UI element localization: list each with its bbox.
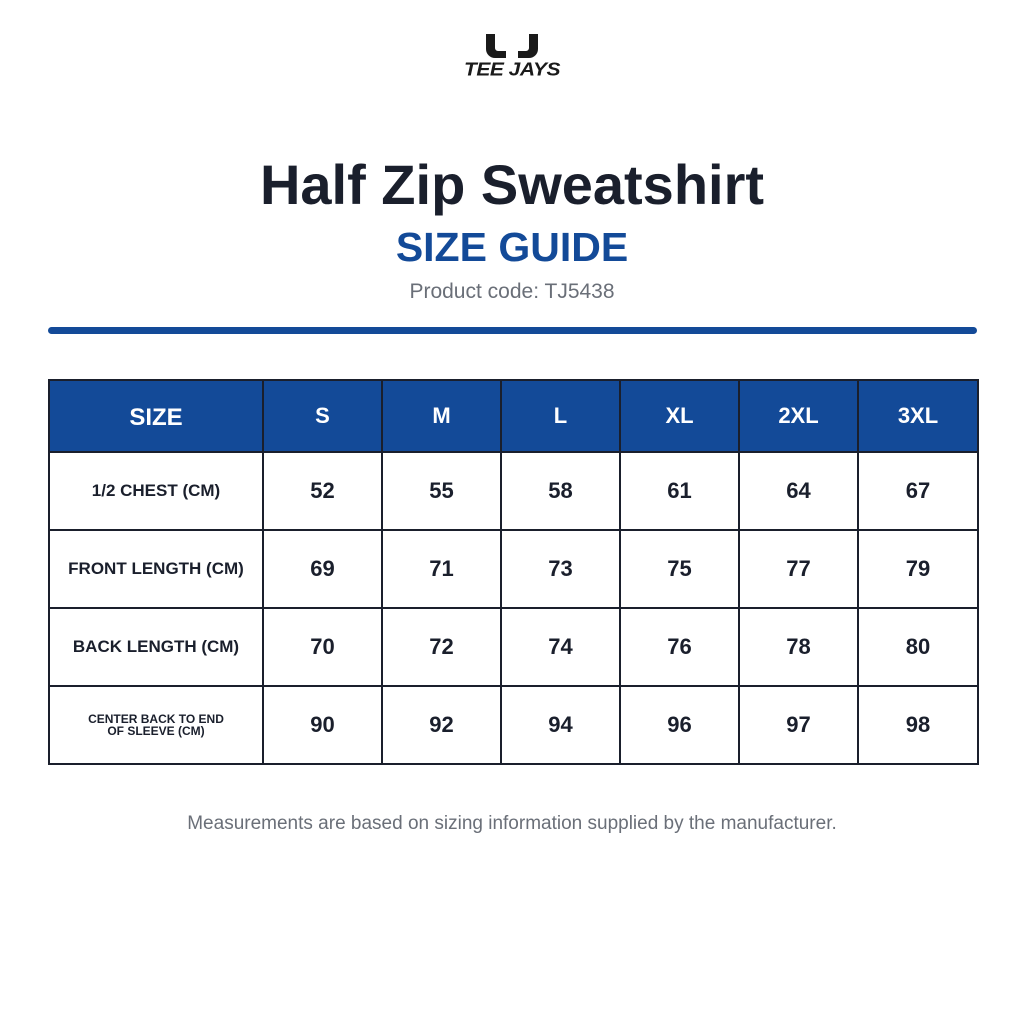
row-label-sleeve-line2: OF SLEEVE (CM) <box>107 724 205 738</box>
row-label-sleeve <box>49 686 263 764</box>
page-subtitle: SIZE GUIDE <box>395 224 629 270</box>
size-header-l: L <box>501 380 620 452</box>
brand-name: TEE JAYS <box>464 59 560 80</box>
table-cell: 97 <box>739 686 858 764</box>
table-cell: 58 <box>501 452 620 530</box>
size-column-header: SIZE <box>49 380 263 452</box>
row-label-back-length: BACK LENGTH (CM) <box>49 608 263 686</box>
table-cell: 73 <box>501 530 620 608</box>
table-cell: 70 <box>263 608 382 686</box>
table-cell: 75 <box>620 530 739 608</box>
table-cell: 71 <box>382 530 501 608</box>
table-cell: 79 <box>858 530 978 608</box>
table-cell: 72 <box>382 608 501 686</box>
table-cell: 61 <box>620 452 739 530</box>
size-table <box>48 379 979 765</box>
table-row-sleeve <box>49 686 978 764</box>
size-header-m: M <box>382 380 501 452</box>
table-row-chest <box>49 452 978 530</box>
table-cell: 92 <box>382 686 501 764</box>
size-header-2xl: 2XL <box>739 380 858 452</box>
footnote: Measurements are based on sizing information supplied by the manufacturer. <box>187 813 837 834</box>
table-cell: 74 <box>501 608 620 686</box>
table-cell: 64 <box>739 452 858 530</box>
page-title: Half Zip Sweatshirt <box>259 153 765 216</box>
row-label-front-length: FRONT LENGTH (CM) <box>49 530 263 608</box>
row-label-sleeve-line1: CENTER BACK TO END <box>88 712 224 726</box>
table-cell: 80 <box>858 608 978 686</box>
size-header-xl: XL <box>620 380 739 452</box>
table-cell: 55 <box>382 452 501 530</box>
size-header-3xl: 3XL <box>858 380 978 452</box>
table-cell: 76 <box>620 608 739 686</box>
table-header-row <box>49 380 978 452</box>
table-cell: 90 <box>263 686 382 764</box>
row-label-chest: 1/2 CHEST (CM) <box>49 452 263 530</box>
tee-jays-logo-mark <box>452 32 572 60</box>
table-cell: 94 <box>501 686 620 764</box>
table-cell: 98 <box>858 686 978 764</box>
tee-jays-logo <box>452 32 572 84</box>
table-row-back-length <box>49 608 978 686</box>
table-cell: 78 <box>739 608 858 686</box>
table-cell: 77 <box>739 530 858 608</box>
table-row-front-length <box>49 530 978 608</box>
table-cell: 52 <box>263 452 382 530</box>
product-code: Product code: TJ5438 <box>409 280 615 303</box>
table-cell: 69 <box>263 530 382 608</box>
table-cell: 67 <box>858 452 978 530</box>
header-divider <box>48 327 977 334</box>
size-header-s: S <box>263 380 382 452</box>
table-cell: 96 <box>620 686 739 764</box>
